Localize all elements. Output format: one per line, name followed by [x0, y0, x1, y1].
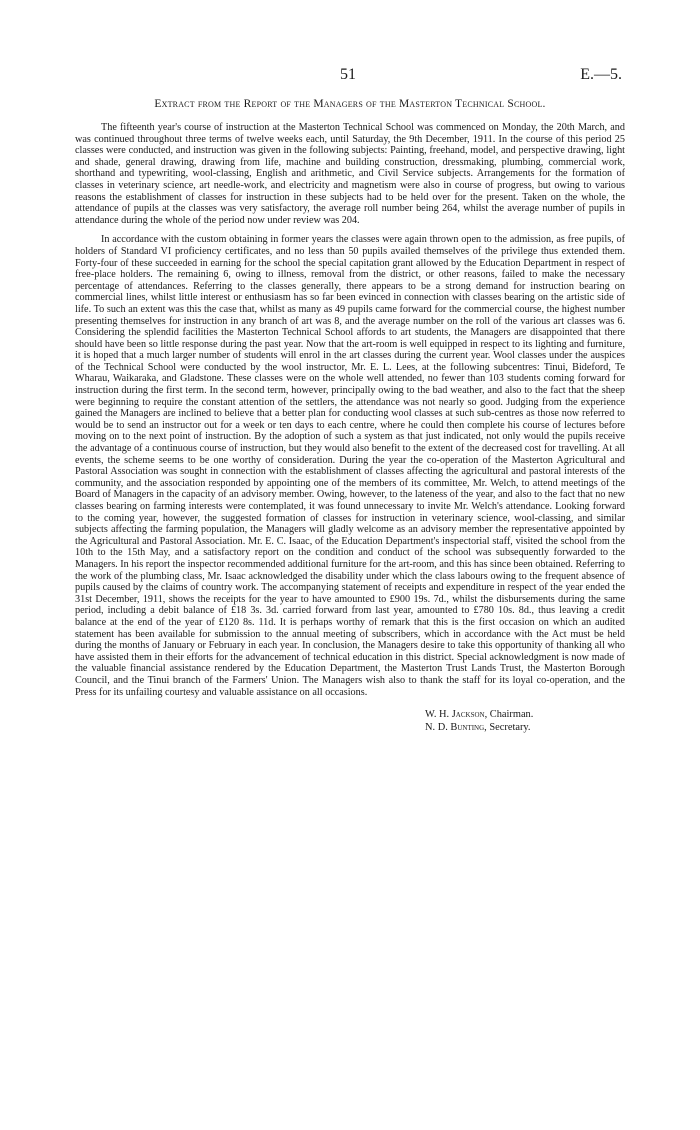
page-header [0, 66, 700, 90]
signature-secretary: N. D. Bunting, Secretary. [425, 722, 531, 734]
signatory-role: Chairman. [489, 709, 534, 721]
signatory-name: W. H. Jackson [425, 709, 485, 721]
signature-block [75, 708, 625, 734]
page-number: 51 [340, 66, 356, 83]
paragraph-2: In accordance with the custom obtaining in former years the classes were again thrown open to the admission, as free pupils, of holders of Standard VI proficiency certificates, and no less than 50 pupils availed themselves of the privilege thus extended them. Forty-four of these succeeded in earning for the school the special capitation grant allowed by the Education Department in respect of free-place holders. The remaining 6, owing to illness, removal from the district, or other reasons, failed to make the necessary percentage of attendances. Referring to the classes generally, there appears to be a strong demand for instruction bearing on commercial lines, whilst little interest or enthusiasm has so far been evinced in connection with classes bearing on the artistic side of life. To such an extent was this the case that, whilst as many as 49 pupils came forward for the commercial course, the highest number presenting themselves for instruction in any branch of art was 8, and the average number on the roll of the various art classes was 6. Considering the splendid facilities the Masterton Technical School affords to art students, the Managers are disappointed that there should have been so little response during the past year. Now that the art-room is well equipped in respect to its lighting and furniture, it is hoped that a much larger number of students will enrol in the art classes during the current year. Wool classes under the auspices of the Technical School were conducted by the wool instructor, Mr. E. L. Lees, at the following subcentres: Tinui, Bideford, Te Wharau, Waikaraka, and Gladstone. These classes were on the whole well attended, no fewer than 103 students coming forward for instruction during the first term. In the second term, however, principally owing to the bad weather, and also to the fact that the sheep were beginning to require the constant attention of the settlers, the attendance was not nearly so good. Judging from the experience gained the Managers are inclined to believe that a better plan for conducting wool classes at such sub-centres as those now referred to would be to send an instructor out for a week or ten days to each centre, where he could then complete his course of lectures before moving on to the next point of instruction. By the adoption of such a system as that just indicated, not only would the pupils receive the advantage of a continuous course of instruction, but they would also benefit to the extent of the decreased cost for travelling. At all events, the scheme seems to be one worthy of consideration. During the year the co-operation of the Masterton Agricultural and Pastoral Association was sought in connection with the establishment of classes affecting the agricultural and pastoral interests of the community, and the association responded by appointing one of the members of its committee, Mr. Welch, to attend meetings of the Board of Managers in the capacity of an advisory member. Owing, however, to the lateness of the year, and also to the fact that no new classes bearing on farming interests were contemplated, it was found unnecessary to invite Mr. Welch's attendance. Looking forward to the coming year, however, the suggested formation of classes for instruction in veterinary science, wool-classing, and similar subjects affecting the farming population, the Managers will gladly welcome as an advisory member the representative appointed by the Agricultural and Pastoral Association. Mr. E. C. Isaac, of the Education Department's inspectorial staff, visited the school from the 10th to the 15th May, and a satisfactory report on the condition and conduct of the school was subsequently forwarded to the Managers. In his report the inspector recommended additional furniture for the art-room, and this has since been obtained. Referring to the work of the plumbing class, Mr. Isaac acknowledged the disability under which the class labours owing to the frequent absence of pupils caused by the claims of country work. The accompanying statement of receipts and expenditure in respect of the year ended the 31st December, 1911, shows the receipts for the year to have amounted to £900 19s. 7d., whilst the disbursements during the same period, including a debit balance of £18 3s. 3d. carried forward from last year, amounted to £780 10s. 8d., thus leaving a credit balance at the end of the year of £120 8s. 11d. It is perhaps worthy of remark that this is the first occasion on which an audited statement has been available for submission to the annual meeting of subscribers, which in accordance with the Act must be held during the months of January or February in each year. In conclusion, the Managers desire to take this opportunity of thanking all who have assisted them in their efforts for the advancement of technical education in this district. Special acknowledgment is now made of the valuable financial assistance rendered by the Education Department, the Masterton Trust Lands Trust, the Masterton Borough Council, and the Tinui branch of the Farmers' Union. The Managers wish also to thank the staff for its loyal co-operation, and the Press for its unfailing courtesy and valuable assistance on all occasions. [75, 234, 625, 698]
report-title: Extract from the Report of the Managers of the Masterton Technical School. [154, 98, 546, 110]
signatory-name: N. D. Bunting [425, 722, 485, 734]
signature-chairman: W. H. Jackson, Chairman. [425, 709, 534, 721]
report-body [75, 98, 625, 734]
paragraph-1: The fifteenth year's course of instruction at the Masterton Technical School was commenced on Monday, the 20th March, and was continued throughout three terms of twelve weeks each, until Saturday, the 9th December, 1911. In the course of this period 25 classes were conducted, and instruction was given in the following subjects: Painting, freehand, model, and perspective drawing, light and shade, general drawing, drawing from life, machine and building construction, dressmaking, plumbing, commercial work, shorthand and typewriting, wool-classing, English and arithmetic, and Civil Service subjects. Arrangements for the formation of classes in veterinary science, art needle-work, and electricity and magnetism were also in course of progress, but owing to various reasons the establishment of classes for instruction in these subjects had to be held over for the present. Taken on the whole, the attendance of pupils at the classes was very satisfactory, the average roll number being 264, whilst the average number of pupils in attendance during the whole of the period now under review was 204. [75, 122, 625, 226]
document-reference: E.—5. [580, 66, 622, 83]
signatory-role: Secretary. [489, 722, 531, 734]
